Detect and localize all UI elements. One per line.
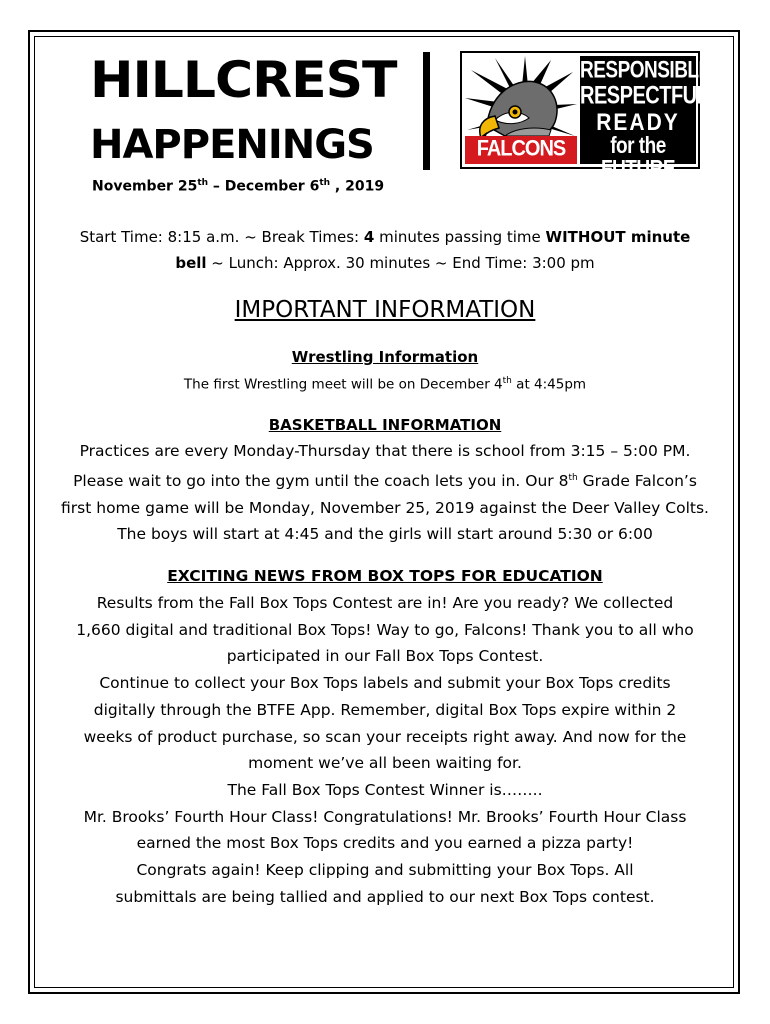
logo-motto-line: RESPECTFUL [580, 82, 709, 110]
basketball-line: The boys will start at 4:45 and the girls will start around 5:30 or 6:00 [117, 525, 653, 544]
date-range: November 25th – December 6th , 2019 [92, 178, 385, 195]
logo-motto-line: RESPONSIBLE [580, 57, 711, 84]
box-tops-line: submittals are being tallied and applied to our next Box Tops contest. [115, 887, 655, 906]
basketball-line: Please wait to go into the gym until the coach lets you in. Our 8th Grade Falcon’s [73, 471, 697, 490]
important-information-heading: IMPORTANT INFORMATION [234, 297, 536, 323]
box-tops-line: earned the most Box Tops credits and you earned a pizza party! [136, 834, 634, 853]
basketball-line: Practices are every Monday-Thursday that there is school from 3:15 – 5:00 PM. [79, 442, 691, 460]
basketball-text [36, 438, 734, 548]
box-tops-line: digitally through the BTFE App. Remember, digital Box Tops expire within 2 [93, 700, 677, 719]
box-tops-heading: EXCITING NEWS FROM BOX TOPS FOR EDUCATION [167, 567, 603, 585]
newsletter-title-line1: HILLCREST [90, 51, 397, 109]
box-tops-line: Continue to collect your Box Tops labels and submit your Box Tops credits [99, 674, 671, 693]
logo-motto-panel [580, 56, 711, 182]
newsletter-title-line2: HAPPENINGS [90, 122, 374, 168]
box-tops-line: Congrats again! Keep clipping and submitting your Box Tops. All [136, 861, 634, 880]
box-tops-line: The Fall Box Tops Contest Winner is…….. [227, 780, 543, 799]
box-tops-line: Mr. Brooks’ Fourth Hour Class! Congratulations! Mr. Brooks’ Fourth Hour Class [83, 807, 687, 826]
wrestling-heading: Wrestling Information [291, 348, 479, 366]
wrestling-text: The first Wrestling meet will be on December 4th at 4:45pm [183, 376, 587, 393]
logo-falcons-word: FALCONS [476, 136, 566, 162]
logo-motto-line: for the FUTURE [600, 134, 676, 182]
schedule-line-1: Start Time: 8:15 a.m. ~ Break Times: 4 minutes passing time WITHOUT minute [79, 228, 691, 246]
box-tops-line: 1,660 digital and traditional Box Tops! Way to go, Falcons! Thank you to all who [76, 620, 694, 639]
box-tops-line: Results from the Fall Box Tops Contest are in! Are you ready? We collected [96, 594, 674, 612]
basketball-line: first home game will be Monday, November 25, 2019 against the Deer Valley Colts. [61, 498, 709, 517]
box-tops-line: weeks of product purchase, so scan your receipts right away. And now for the [83, 727, 687, 746]
falcons-logo [460, 51, 711, 182]
logo-motto-line: READY [596, 109, 680, 136]
basketball-heading: BASKETBALL INFORMATION [268, 416, 502, 434]
title-divider [423, 52, 430, 170]
box-tops-line: participated in our Fall Box Tops Contest. [226, 647, 544, 666]
box-tops-text [36, 590, 734, 910]
schedule-line-2: bell ~ Lunch: Approx. 30 minutes ~ End Time: 3:00 pm [175, 254, 595, 272]
box-tops-line: moment we’ve all been waiting for. [248, 754, 522, 773]
